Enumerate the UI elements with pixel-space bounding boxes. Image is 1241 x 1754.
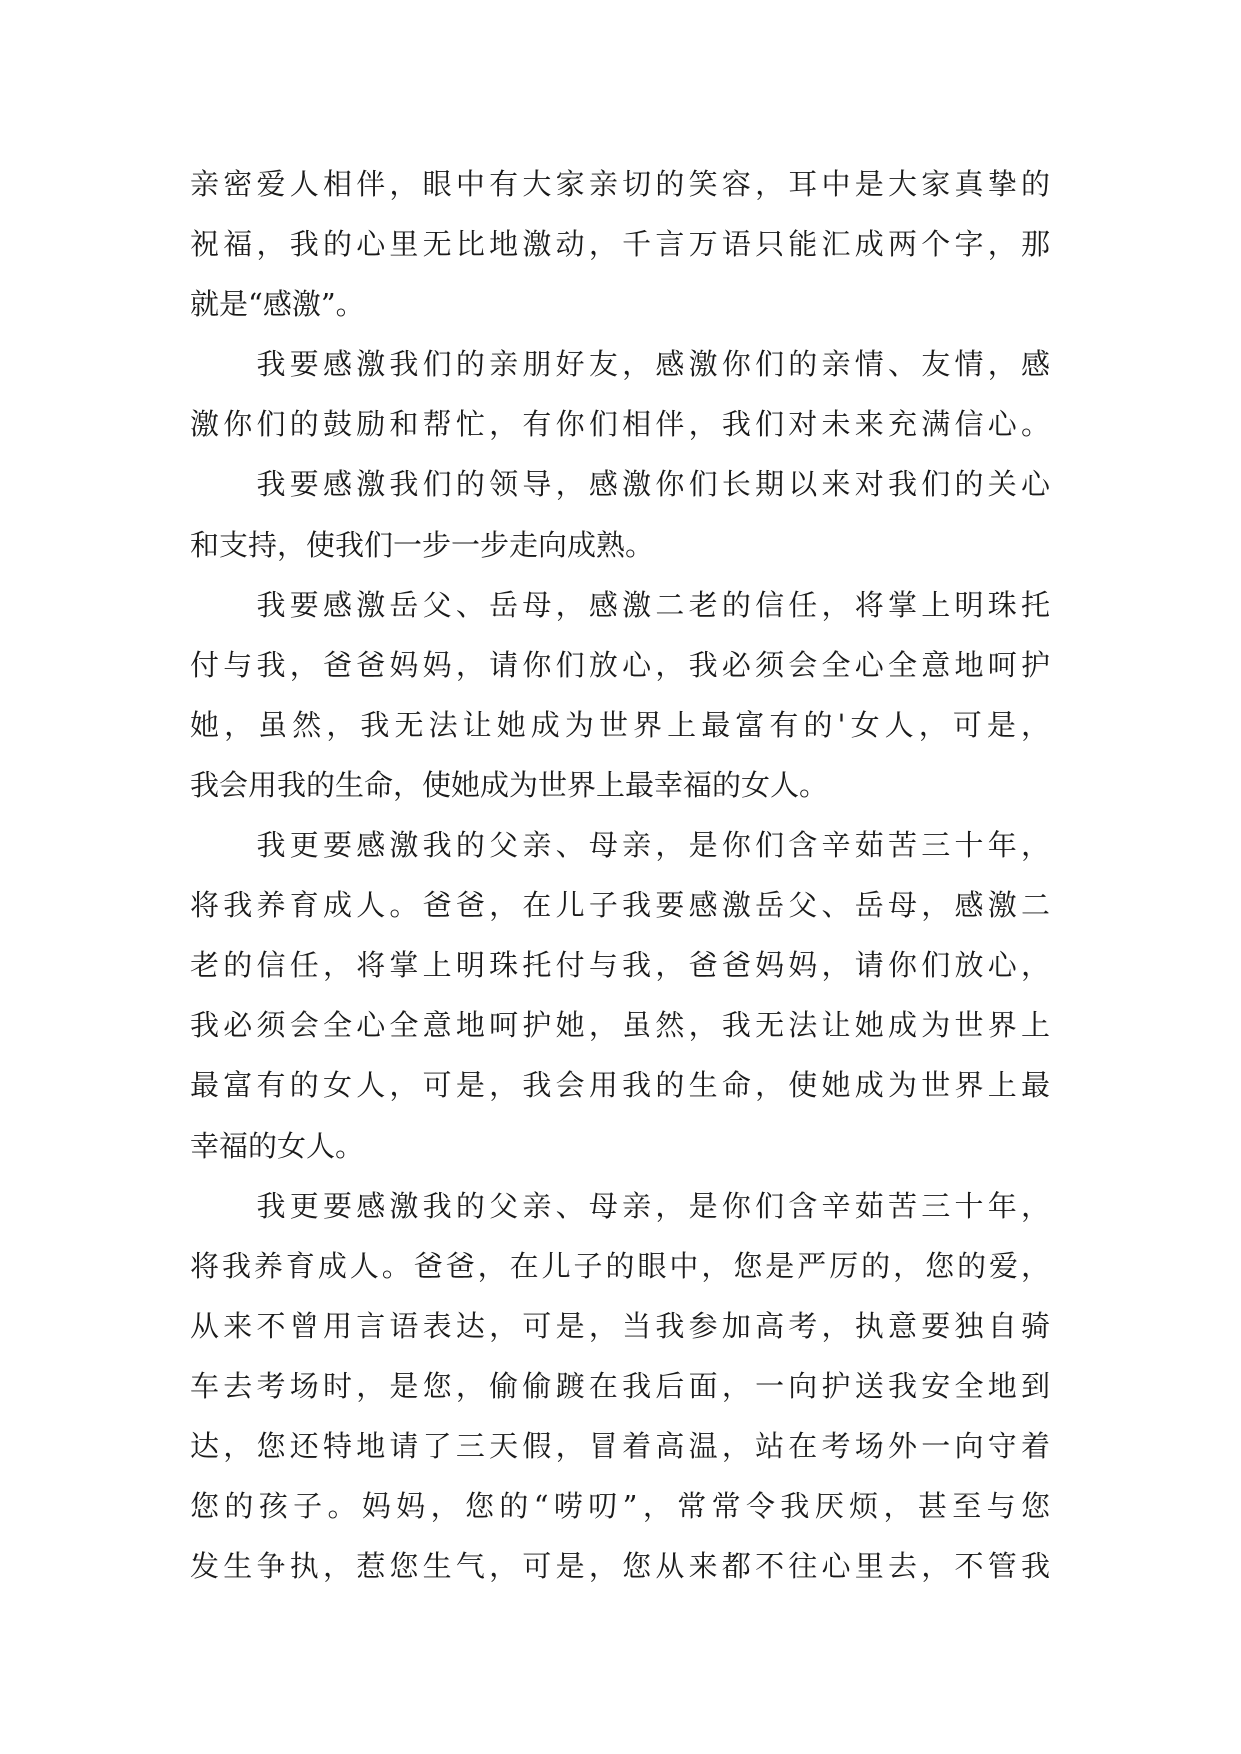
text-line: 我要感激我们的亲朋好友，感激你们的亲情、友情，感: [190, 347, 1050, 382]
text-line: 车去考场时，是您，偷偷踱在我后面，一向护送我安全地到: [190, 1368, 1050, 1403]
text-line: 激你们的鼓励和帮忙，有你们相伴，我们对未来充满信心。: [190, 407, 1050, 442]
text-line: 达，您还特地请了三天假，冒着高温，站在考场外一向守着: [190, 1428, 1050, 1463]
text-line: 我要感激我们的领导，感激你们长期以来对我们的关心: [190, 467, 1050, 502]
text-line: 老的信任，将掌上明珠托付与我，爸爸妈妈，请你们放心，: [190, 948, 1050, 983]
text-line: 亲密爱人相伴，眼中有大家亲切的笑容，耳中是大家真挚的: [190, 167, 1050, 201]
text-line: 从来不曾用言语表达，可是，当我参加高考，执意要独自骑: [190, 1308, 1050, 1343]
text-line: 我必须会全心全意地呵护她，虽然，我无法让她成为世界上: [190, 1008, 1050, 1043]
text-line: 将我养育成人。爸爸，在儿子我要感激岳父、岳母，感激二: [190, 888, 1050, 923]
text-line: 和支持，使我们一步一步走向成熟。: [190, 527, 655, 562]
text-line: 我更要感激我的父亲、母亲，是你们含辛茹苦三十年，: [190, 1188, 1050, 1223]
text-line: 您的孩子。妈妈，您的“唠叨”，常常令我厌烦，甚至与您: [190, 1489, 1050, 1524]
text-line: 她，虽然，我无法让她成为世界上最富有的'女人，可是，: [190, 707, 1050, 742]
text-line: 幸福的女人。: [190, 1128, 365, 1163]
text-line: 我要感激岳父、岳母，感激二老的信任，将掌上明珠托: [190, 587, 1050, 622]
text-line: 付与我，爸爸妈妈，请你们放心，我必须会全心全意地呵护: [190, 647, 1050, 682]
text-line: 最富有的女人，可是，我会用我的生命，使她成为世界上最: [190, 1068, 1050, 1103]
text-line: 将我养育成人。爸爸，在儿子的眼中，您是严厉的，您的爱，: [190, 1248, 1050, 1283]
text-line: 祝福，我的心里无比地激动，千言万语只能汇成两个字，那: [190, 227, 1050, 262]
text-line: 我会用我的生命，使她成为世界上最幸福的女人。: [190, 767, 829, 802]
text-line: 发生争执，惹您生气，可是，您从来都不往心里去，不管我: [190, 1549, 1050, 1584]
text-line: 我更要感激我的父亲、母亲，是你们含辛茹苦三十年，: [190, 828, 1050, 863]
body-text: [190, 154, 1050, 1596]
text-line: 就是“感激”。: [190, 287, 365, 322]
